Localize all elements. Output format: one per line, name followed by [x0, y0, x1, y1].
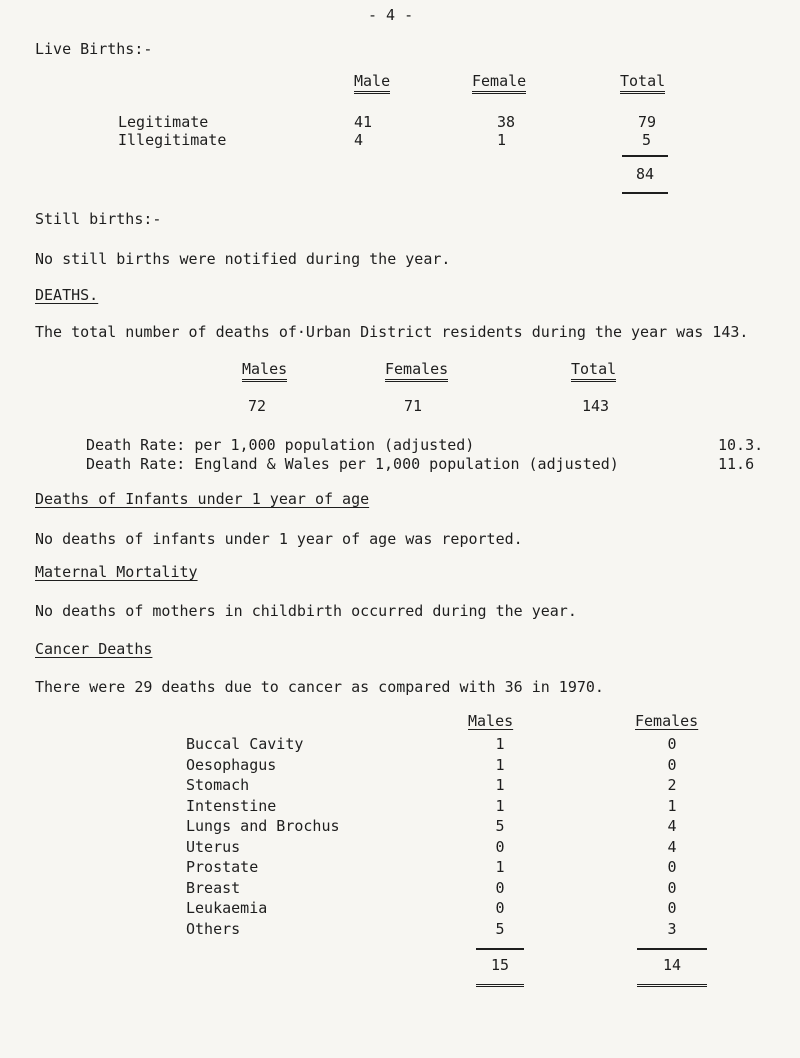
- cancer-males-total-rule: [476, 984, 524, 987]
- deaths-males-value: 72: [248, 397, 267, 415]
- cancer-males-value: 0: [495, 879, 505, 897]
- legitimate-total: 79: [638, 113, 657, 131]
- cancer-females-value: 4: [667, 838, 677, 856]
- illegitimate-total: 5: [642, 131, 652, 149]
- deaths-text: The total number of deaths of·Urban District residents during the year was 143.: [35, 323, 749, 341]
- cancer-males-value: 5: [495, 920, 505, 938]
- cancer-site-label: Stomach: [186, 776, 250, 794]
- cancer-females-total-rule: [637, 984, 707, 987]
- deaths-females-value: 71: [404, 397, 423, 415]
- live-births-total-rule: [622, 192, 668, 194]
- legitimate-male: 41: [354, 113, 373, 131]
- cancer-site-label: Buccal Cavity: [186, 735, 304, 753]
- live-births-grand-total: 84: [636, 165, 655, 183]
- maternal-text: No deaths of mothers in childbirth occurred during the year.: [35, 602, 577, 620]
- cancer-females-value: 1: [667, 797, 677, 815]
- illegitimate-female: 1: [497, 131, 507, 149]
- live-births-header-female: Female: [472, 72, 526, 94]
- cancer-females-value: 0: [667, 756, 677, 774]
- cancer-header-females: Females: [635, 712, 699, 730]
- cancer-females-value: 0: [667, 879, 677, 897]
- legitimate-label: Legitimate: [118, 113, 209, 131]
- deaths-header-females: Females: [385, 360, 448, 382]
- national-death-rate-value: 11.6: [718, 455, 755, 473]
- cancer-site-label: Breast: [186, 879, 241, 897]
- cancer-site-label: Oesophagus: [186, 756, 277, 774]
- cancer-site-label: Intenstine: [186, 797, 277, 815]
- cancer-males-total: 15: [490, 956, 510, 974]
- death-rate-value: 10.3.: [718, 436, 764, 454]
- live-births-header-total: Total: [620, 72, 665, 94]
- live-births-sum-rule: [622, 155, 668, 157]
- cancer-females-value: 4: [667, 817, 677, 835]
- cancer-males-value: 1: [495, 735, 505, 753]
- legitimate-female: 38: [497, 113, 516, 131]
- deaths-header-males: Males: [242, 360, 287, 382]
- deaths-heading: DEATHS.: [35, 286, 99, 304]
- cancer-site-label: Uterus: [186, 838, 241, 856]
- death-rate-label: Death Rate: per 1,000 population (adjusted): [86, 436, 475, 454]
- cancer-females-value: 0: [667, 858, 677, 876]
- maternal-heading: Maternal Mortality: [35, 563, 198, 581]
- cancer-site-label: Lungs and Brochus: [186, 817, 340, 835]
- cancer-text: There were 29 deaths due to cancer as compared with 36 in 1970.: [35, 678, 604, 696]
- cancer-males-value: 5: [495, 817, 505, 835]
- deaths-header-total: Total: [571, 360, 616, 382]
- cancer-site-label: Others: [186, 920, 241, 938]
- cancer-males-value: 1: [495, 756, 505, 774]
- live-births-heading: Live Births:-: [35, 40, 153, 58]
- cancer-header-males: Males: [468, 712, 514, 730]
- cancer-males-sum-rule: [476, 948, 524, 950]
- live-births-header-male: Male: [354, 72, 390, 94]
- cancer-males-value: 1: [495, 858, 505, 876]
- infants-heading: Deaths of Infants under 1 year of age: [35, 490, 370, 508]
- cancer-males-value: 0: [495, 838, 505, 856]
- cancer-females-value: 0: [667, 899, 677, 917]
- infants-text: No deaths of infants under 1 year of age was reported.: [35, 530, 523, 548]
- cancer-females-value: 2: [667, 776, 677, 794]
- page-number: - 4 -: [368, 6, 414, 24]
- cancer-site-label: Prostate: [186, 858, 259, 876]
- cancer-heading: Cancer Deaths: [35, 640, 153, 658]
- national-death-rate-label: Death Rate: England & Wales per 1,000 population (adjusted): [86, 455, 619, 473]
- cancer-females-sum-rule: [637, 948, 707, 950]
- cancer-females-value: 0: [667, 735, 677, 753]
- still-births-heading: Still births:-: [35, 210, 162, 228]
- deaths-total-value: 143: [582, 397, 610, 415]
- illegitimate-male: 4: [354, 131, 364, 149]
- cancer-females-total: 14: [662, 956, 682, 974]
- cancer-males-value: 0: [495, 899, 505, 917]
- cancer-males-value: 1: [495, 776, 505, 794]
- still-births-text: No still births were notified during the year.: [35, 250, 451, 268]
- cancer-males-value: 1: [495, 797, 505, 815]
- illegitimate-label: Illegitimate: [118, 131, 227, 149]
- cancer-females-value: 3: [667, 920, 677, 938]
- cancer-site-label: Leukaemia: [186, 899, 268, 917]
